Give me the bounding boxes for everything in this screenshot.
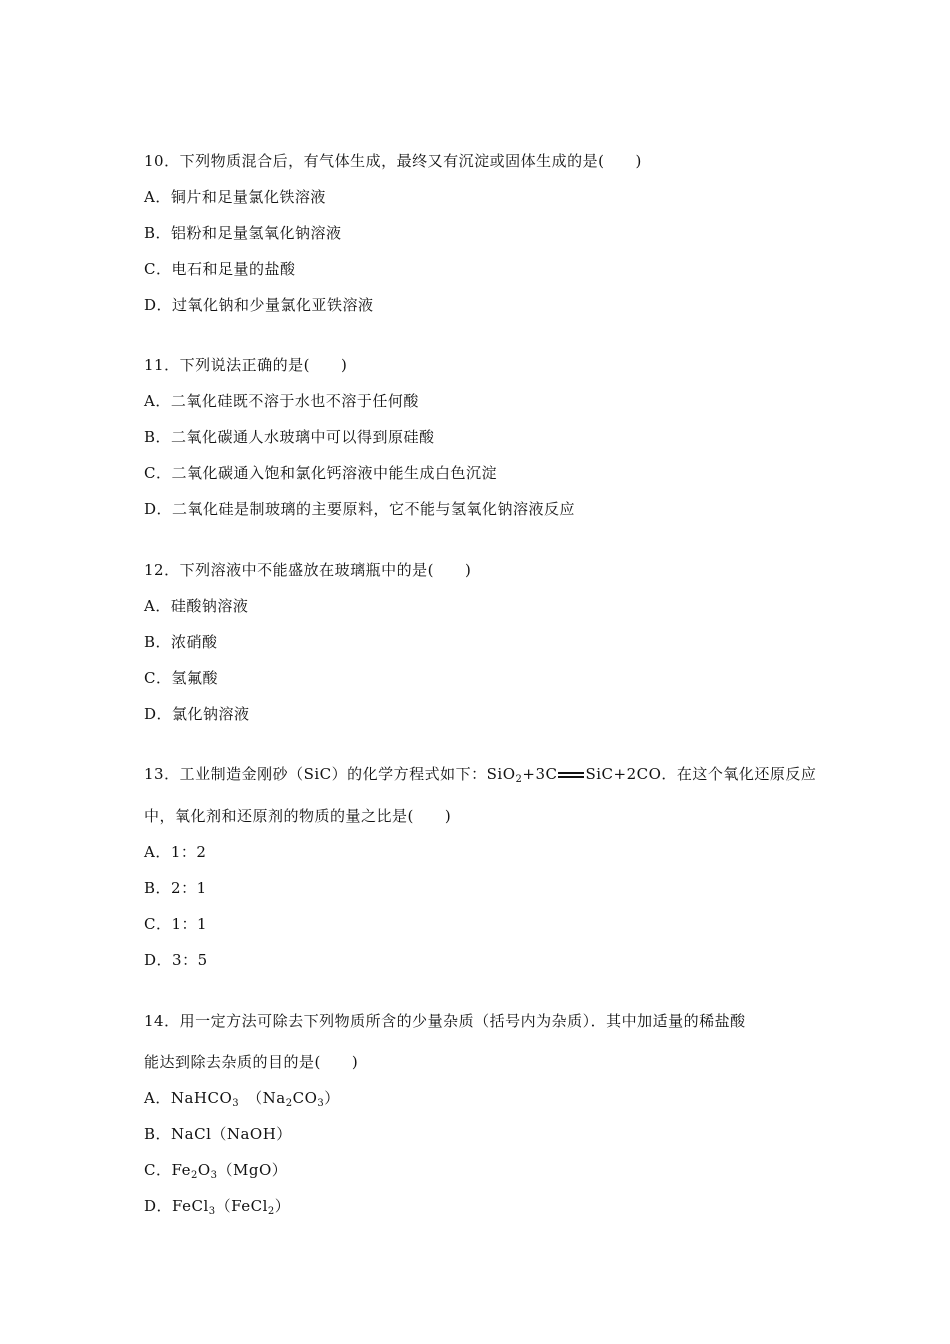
subscript: 3: [208, 1206, 216, 1217]
q14-option-d: [144, 1196, 290, 1216]
text-fragment: （Na: [247, 1089, 286, 1107]
q10-option-d: D．过氧化钠和少量氯化亚铁溶液: [144, 296, 374, 314]
text-fragment: ）: [274, 1197, 291, 1215]
text-fragment: （MgO）: [217, 1161, 288, 1179]
text-fragment: ）: [324, 1089, 340, 1107]
text-fragment: O: [197, 1161, 211, 1179]
q14-stem-line1: 14．用一定方法可除去下列物质所含的少量杂质（括号内为杂质）．其中加适量的稀盐酸: [144, 1012, 746, 1030]
q11-option-c: C．二氧化碳通入饱和氯化钙溶液中能生成白色沉淀: [144, 464, 497, 482]
q13-option-a: A．1：2: [144, 843, 207, 861]
q14-option-a: [144, 1088, 340, 1108]
q13-subscript: 2: [515, 774, 523, 785]
q10-option-c: C．电石和足量的盐酸: [144, 260, 296, 278]
q11-option-b: B．二氧化碳通人水玻璃中可以得到原硅酸: [144, 428, 435, 446]
q13-option-b: B．2：1: [144, 879, 207, 897]
q10-option-a: A．铜片和足量氯化铁溶液: [144, 188, 326, 206]
q10-stem: 10．下列物质混合后，有气体生成，最终又有沉淀或固体生成的是( ): [144, 152, 642, 170]
subscript: 2: [267, 1206, 275, 1217]
q10-option-b: B．铝粉和足量氢氧化钠溶液: [144, 224, 342, 242]
subscript: 2: [285, 1098, 293, 1109]
q13-stem-mid: +3C: [522, 765, 558, 783]
q11-option-d: D．二氧化硅是制玻璃的主要原料，它不能与氢氧化钠溶液反应: [144, 500, 576, 518]
q13-stem-after: SiC+2CO．在这个氧化还原反应: [585, 765, 817, 783]
text-fragment: CO: [292, 1089, 318, 1107]
text-fragment: D．FeCl: [144, 1197, 209, 1215]
text-fragment: A．NaHCO: [144, 1089, 233, 1107]
q11-option-a: A．二氧化硅既不溶于水也不溶于任何酸: [144, 392, 419, 410]
q13-option-c: C．1：1: [144, 915, 208, 933]
text-fragment: C．Fe: [144, 1161, 191, 1179]
q13-stem-prefix: 13．工业制造金刚砂（SiC）的化学方程式如下：SiO: [144, 765, 516, 783]
reaction-equals-sign: [558, 770, 584, 780]
q14-option-b: B．NaCl（NaOH）: [144, 1125, 292, 1143]
q12-option-a: A．硅酸钠溶液: [144, 597, 249, 615]
q11-stem: 11．下列说法正确的是( ): [144, 356, 348, 374]
subscript: 3: [210, 1170, 218, 1181]
q13-stem-line2: 中，氧化剂和还原剂的物质的量之比是( ): [144, 807, 452, 825]
q14-option-c: [144, 1160, 287, 1180]
q13-stem-line1: [144, 764, 816, 784]
q12-stem: 12．下列溶液中不能盛放在玻璃瓶中的是( ): [144, 561, 472, 579]
q12-option-c: C．氢氟酸: [144, 669, 218, 687]
text-fragment: （FeCl: [215, 1197, 268, 1215]
q13-option-d: D．3：5: [144, 951, 208, 969]
subscript: 3: [232, 1098, 240, 1109]
q12-option-b: B．浓硝酸: [144, 633, 218, 651]
subscript: 3: [317, 1098, 325, 1109]
subscript: 2: [190, 1170, 198, 1181]
q14-stem-line2: 能达到除去杂质的目的是( ): [144, 1053, 359, 1071]
q12-option-d: D．氯化钠溶液: [144, 705, 250, 723]
